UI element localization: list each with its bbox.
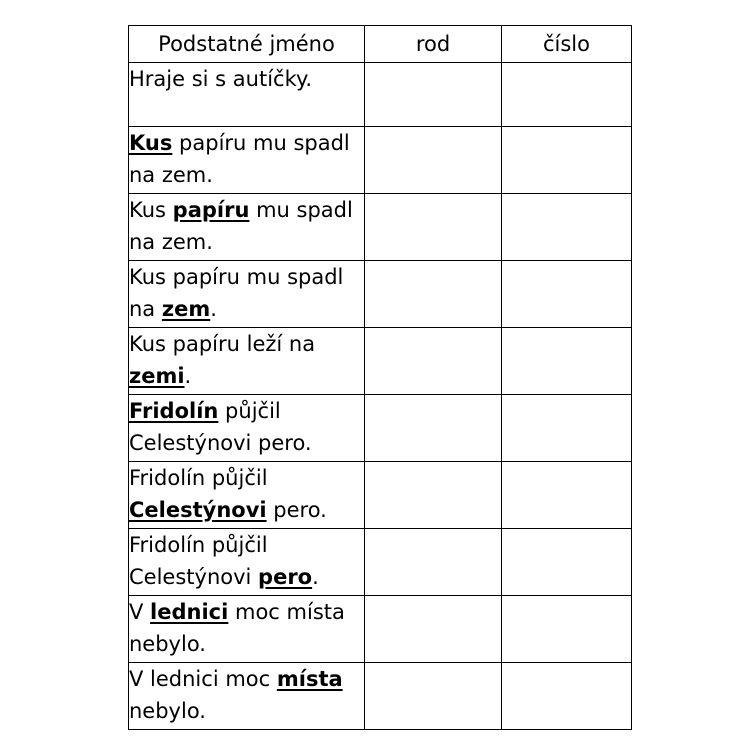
number-answer-cell[interactable] [502,663,632,730]
number-answer-cell[interactable] [502,462,632,529]
table-row [129,194,632,261]
gender-answer-cell[interactable] [365,127,502,194]
sentence-cell [129,395,365,462]
gender-answer-cell[interactable] [365,395,502,462]
highlighted-noun: pero [258,565,313,589]
table-row [129,395,632,462]
sentence-text: Fridolín půjčil [129,466,268,490]
sentence-text: . [312,565,319,589]
highlighted-noun: místa [276,667,343,691]
sentence-text: . [210,297,217,321]
table-row [129,63,632,127]
sentence-text: půjčil Celestýnovi pero. [129,399,312,455]
gender-answer-cell[interactable] [365,194,502,261]
sentence-cell [129,63,365,127]
sentence-cell [129,596,365,663]
gender-answer-cell[interactable] [365,663,502,730]
gender-answer-cell[interactable] [365,328,502,395]
sentence-text: Fridolín půjčil Celestýnovi [129,533,268,589]
header-number: číslo [502,26,632,63]
sentence-text: moc místa nebylo. [129,600,345,656]
sentence-cell [129,462,365,529]
table-row [129,462,632,529]
sentence-cell [129,127,365,194]
number-answer-cell[interactable] [502,529,632,596]
table-row [129,596,632,663]
sentence-text: V [129,600,151,624]
sentence-text: Kus papíru leží na [129,332,316,356]
sentence-cell [129,328,365,395]
highlighted-noun: Celestýnovi [129,498,267,522]
gender-answer-cell[interactable] [365,63,502,127]
number-answer-cell[interactable] [502,596,632,663]
number-answer-cell[interactable] [502,328,632,395]
number-answer-cell[interactable] [502,395,632,462]
table-row [129,529,632,596]
highlighted-noun: zemi [129,364,185,388]
sentence-cell [129,194,365,261]
sentence-cell [129,261,365,328]
number-answer-cell[interactable] [502,63,632,127]
table-row [129,663,632,730]
sentence-text: V lednici moc [129,667,277,691]
sentence-text: Hraje si s autíčky. [129,67,313,91]
table-row [129,127,632,194]
gender-answer-cell[interactable] [365,462,502,529]
header-gender: rod [365,26,502,63]
noun-worksheet-table [128,25,632,730]
sentence-text: Kus papíru mu spadl na [129,265,344,321]
table-row [129,261,632,328]
highlighted-noun: Fridolín [129,399,219,423]
gender-answer-cell[interactable] [365,596,502,663]
sentence-text: papíru mu spadl na zem. [129,131,350,187]
sentence-cell [129,529,365,596]
number-answer-cell[interactable] [502,127,632,194]
highlighted-noun: lednici [150,600,229,624]
header-noun: Podstatné jméno [129,26,365,63]
sentence-text: . [184,364,192,388]
sentence-text: Kus [129,198,173,222]
gender-answer-cell[interactable] [365,529,502,596]
sentence-text: pero. [266,498,327,522]
number-answer-cell[interactable] [502,261,632,328]
sentence-cell [129,663,365,730]
sentence-text: mu spadl na zem. [129,198,353,254]
number-answer-cell[interactable] [502,194,632,261]
highlighted-noun: Kus [129,131,173,155]
table-row [129,328,632,395]
header-row [129,26,632,63]
highlighted-noun: papíru [172,198,250,222]
gender-answer-cell[interactable] [365,261,502,328]
sentence-text: nebylo. [129,699,206,723]
highlighted-noun: zem [161,297,211,321]
